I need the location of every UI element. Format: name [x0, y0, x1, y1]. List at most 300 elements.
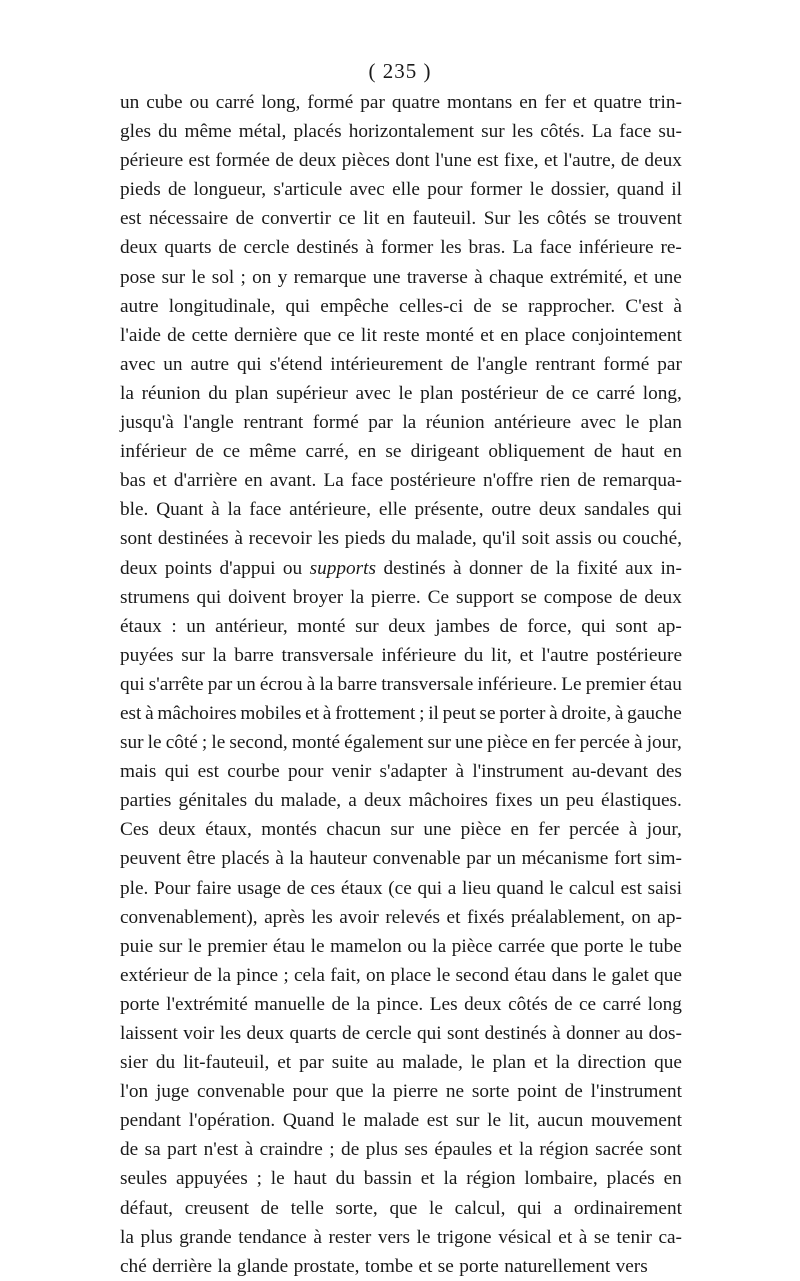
word: en: [519, 92, 538, 113]
word: convenablement),: [120, 906, 258, 928]
word: la: [519, 1139, 533, 1161]
word: ou: [407, 935, 427, 957]
word: compose: [543, 586, 613, 608]
word: plan: [420, 382, 454, 404]
word: la: [432, 935, 447, 957]
word: destinés: [296, 237, 359, 259]
word: outre: [491, 499, 532, 521]
word: dirigeant: [410, 441, 480, 463]
word: fer: [554, 732, 576, 754]
word: à: [552, 1023, 561, 1044]
word: parties: [120, 790, 172, 812]
word: de: [120, 1139, 139, 1161]
word: rapprocher.: [527, 295, 616, 317]
word: strumens: [120, 586, 190, 608]
word: destinés: [383, 557, 446, 579]
word: bras.: [468, 237, 506, 259]
word: se: [594, 208, 611, 230]
word: une: [372, 266, 401, 288]
word: l'angle: [476, 353, 528, 375]
word: le: [470, 1052, 485, 1074]
word: cela: [293, 964, 325, 986]
word: quarts: [164, 237, 212, 259]
word: de: [545, 382, 565, 404]
word: la: [120, 1226, 134, 1248]
word: sol: [211, 266, 235, 288]
word: transversale: [281, 644, 374, 666]
word: du: [335, 1168, 355, 1190]
word: une: [455, 732, 483, 754]
word: de: [530, 557, 549, 579]
text-line: [120, 1106, 682, 1135]
word: étaux,: [205, 819, 252, 841]
word: se: [593, 1226, 610, 1248]
word: convenable: [196, 1081, 285, 1103]
word: inférieure: [578, 237, 654, 259]
word: que: [654, 964, 682, 986]
word: sorte: [471, 1081, 510, 1103]
word: qu'il: [482, 528, 516, 550]
word: chaque: [488, 266, 544, 288]
word: le: [436, 964, 451, 986]
word: usage: [237, 877, 282, 899]
word: après: [264, 906, 305, 928]
word: réunion: [425, 412, 485, 434]
word: ce: [337, 324, 355, 346]
word: sur: [481, 121, 505, 143]
word: voir: [183, 1023, 215, 1044]
word: relevés: [385, 906, 440, 928]
word: en: [386, 208, 405, 230]
word: suite: [331, 1052, 369, 1074]
word: Pour: [154, 877, 191, 899]
word: la: [289, 848, 304, 870]
word: sur: [427, 732, 452, 754]
word: de: [620, 150, 640, 172]
word: vers: [377, 1226, 410, 1248]
word: sur: [120, 732, 144, 754]
text-line: [120, 495, 682, 524]
word: convenable: [372, 848, 461, 870]
word: avec: [580, 412, 616, 434]
word: un: [120, 92, 140, 113]
word: quarts: [289, 1023, 337, 1044]
word: postérieure: [390, 470, 476, 492]
word: remarque: [293, 266, 367, 288]
word: sa: [144, 1139, 161, 1161]
word: sur: [181, 644, 205, 666]
word: creusent: [184, 1197, 249, 1219]
word: fort: [614, 848, 642, 870]
word: à: [234, 528, 243, 550]
word: du: [158, 121, 178, 143]
word: et: [533, 1052, 548, 1074]
word: trigone: [437, 1226, 492, 1248]
word: le: [487, 1110, 502, 1132]
text-line: [120, 815, 682, 844]
word: pour: [288, 761, 324, 783]
word: est: [120, 702, 142, 724]
word: long,: [261, 92, 301, 113]
word: la: [371, 1081, 386, 1103]
word: glande: [236, 1255, 289, 1277]
word: qui: [285, 295, 311, 317]
word: ce: [222, 441, 241, 463]
word: courbe: [227, 761, 280, 783]
word: à: [313, 1226, 322, 1248]
word: gauche: [627, 702, 682, 724]
word: dont: [395, 150, 430, 172]
word: re-: [660, 237, 682, 259]
word: de: [218, 237, 237, 259]
text-line: [120, 1135, 682, 1164]
word: la: [212, 644, 227, 666]
word: s'arrête: [148, 673, 204, 695]
word: ses: [404, 1139, 428, 1161]
word: de: [235, 208, 254, 230]
word: la: [356, 993, 371, 1015]
word: pince.: [376, 993, 424, 1015]
word: manuelle: [254, 993, 325, 1015]
word: tendance: [238, 1226, 307, 1248]
word: calcul: [568, 877, 615, 899]
word: plan: [235, 382, 269, 404]
word: destinés: [484, 1023, 547, 1044]
word: du: [254, 790, 274, 812]
word: l'autre: [541, 644, 589, 666]
word: de: [167, 324, 186, 346]
text-line: [120, 292, 682, 321]
word: qui: [164, 761, 190, 783]
word: extérieur: [120, 964, 189, 986]
word: un: [186, 615, 206, 637]
word: place: [524, 324, 566, 346]
word: rentrant: [243, 412, 304, 434]
word: assis: [555, 528, 592, 550]
text-line: [120, 786, 682, 815]
word: cette: [191, 324, 228, 346]
word: côtés: [546, 208, 587, 230]
word: pièce: [460, 819, 502, 841]
word: intérieurement: [330, 353, 443, 375]
word: s'articule: [273, 179, 343, 201]
word: deux: [298, 150, 337, 172]
word: fixes: [494, 790, 533, 812]
word: de: [341, 1023, 361, 1044]
word: force,: [527, 615, 572, 637]
word: est: [477, 150, 499, 172]
word: supérieur: [276, 382, 348, 404]
word: soit: [521, 528, 550, 550]
word: vésical: [498, 1226, 552, 1248]
text-line: [120, 466, 682, 495]
word: donner: [469, 557, 523, 579]
word: tombe: [364, 1255, 414, 1277]
word: à: [578, 1226, 588, 1248]
word: pour: [292, 1081, 328, 1103]
word: premier: [585, 673, 646, 695]
word: en: [510, 819, 529, 841]
word: la: [120, 382, 134, 404]
word: lit,: [490, 644, 512, 666]
word: avec: [120, 353, 156, 375]
word: ou: [282, 557, 303, 579]
word: remarqua-: [602, 470, 682, 492]
text-line: [120, 1194, 682, 1223]
word: présente,: [414, 499, 484, 521]
word: in-: [660, 557, 682, 579]
word: épaules: [434, 1139, 493, 1161]
text-line: [120, 903, 682, 932]
word: et: [480, 324, 495, 346]
word: lit-fauteuil,: [183, 1052, 270, 1074]
text-line: [120, 612, 682, 641]
word: face: [539, 237, 572, 259]
word: deux: [363, 790, 402, 812]
word: deux: [644, 150, 682, 172]
word: est: [188, 150, 210, 172]
word: pince: [236, 964, 279, 986]
word: deux: [538, 499, 577, 521]
word: ap-: [657, 615, 682, 637]
word: Le: [561, 673, 582, 695]
word: jour,: [646, 732, 682, 754]
word: une: [653, 266, 682, 288]
text-line: [120, 146, 682, 175]
word: quatre: [593, 92, 642, 113]
word: d'appui: [219, 557, 276, 579]
word: carré: [596, 382, 636, 404]
word: jambes: [435, 615, 490, 637]
word: en: [358, 441, 377, 463]
word: quand: [496, 877, 544, 899]
text-line: [120, 1252, 682, 1281]
word: couché,: [622, 528, 682, 550]
word: plan: [648, 412, 682, 434]
text-line: [120, 175, 682, 204]
word: deux: [120, 557, 158, 579]
word: que: [550, 935, 579, 957]
word: cercle: [243, 237, 290, 259]
word: hauteur: [309, 848, 368, 870]
word: former: [380, 237, 434, 259]
word: Quand: [282, 1110, 335, 1132]
word: nécessaire: [148, 208, 229, 230]
word: ché: [120, 1255, 147, 1277]
word: que: [303, 324, 332, 346]
word: côtés.: [540, 121, 585, 143]
word: est: [620, 877, 643, 899]
word: s'étend: [269, 353, 323, 375]
text-line: [120, 233, 682, 262]
word: de: [286, 877, 305, 899]
word: droite,: [561, 702, 612, 724]
word: et: [558, 1226, 573, 1248]
word: grande: [179, 1226, 232, 1248]
word: dossier,: [550, 179, 610, 201]
word: à: [634, 732, 643, 754]
word: sur: [355, 615, 379, 637]
word: se: [385, 441, 402, 463]
word: frottement: [335, 702, 416, 724]
word: trin-: [648, 92, 682, 113]
word: sur: [390, 819, 414, 841]
word: lieu: [461, 877, 491, 899]
word: est: [197, 761, 220, 783]
word: tube: [648, 935, 682, 957]
word: se: [437, 1255, 454, 1277]
word: su-: [658, 121, 682, 143]
word: la: [402, 412, 417, 434]
word: (ce: [388, 877, 412, 899]
word: obliquement: [488, 441, 585, 463]
word: sur: [455, 1110, 480, 1132]
word: quand: [616, 179, 664, 201]
text-line: [120, 874, 682, 903]
word: ble.: [120, 499, 149, 521]
word: support: [456, 586, 514, 608]
word: en: [244, 470, 263, 492]
word: et: [498, 1139, 513, 1161]
word: à: [275, 848, 284, 870]
word: former: [469, 179, 523, 201]
word: de: [275, 150, 294, 172]
word: l'instrument: [590, 1081, 682, 1103]
word: face: [350, 470, 384, 492]
word: sur: [161, 266, 186, 288]
word: barre: [337, 673, 378, 695]
word: appuyées: [175, 1168, 248, 1190]
word: la: [217, 1255, 232, 1277]
word: doivent: [228, 586, 286, 608]
word: côté: [165, 732, 198, 754]
word: longitudinale,: [168, 295, 276, 317]
word: autre: [190, 353, 230, 375]
word: étau: [649, 673, 682, 695]
word: percée: [569, 819, 620, 841]
word: être: [186, 848, 216, 870]
word: reste: [383, 324, 420, 346]
word: cercle: [365, 1023, 412, 1044]
word: au: [376, 1052, 395, 1074]
word: vers: [615, 1255, 648, 1277]
word: dans: [551, 964, 588, 986]
word: par: [368, 412, 393, 434]
word: la: [555, 1052, 570, 1074]
word: les: [317, 528, 339, 550]
word: de: [450, 353, 469, 375]
word: à: [549, 702, 558, 724]
word: qui: [417, 1023, 442, 1044]
word: pieds: [120, 179, 161, 201]
word: ces: [310, 877, 336, 899]
word: lit: [360, 324, 377, 346]
word: métal,: [238, 121, 287, 143]
word: défaut,: [120, 1197, 173, 1219]
text-line: [120, 350, 682, 379]
word: point: [517, 1081, 557, 1103]
word: ;: [283, 964, 289, 986]
text-line: [120, 583, 682, 612]
word: le: [147, 732, 162, 754]
word: sier: [120, 1052, 148, 1074]
word: postérieure: [596, 644, 682, 666]
word: :: [171, 615, 177, 637]
word: la: [217, 964, 232, 986]
word: de: [564, 1081, 583, 1103]
word: et: [519, 644, 534, 666]
word: réunion: [141, 382, 201, 404]
word: lit,: [508, 1110, 530, 1132]
word: à: [322, 702, 332, 724]
word: Sur: [483, 208, 511, 230]
text-line: [120, 321, 682, 350]
word: que: [335, 1081, 364, 1103]
word: ou: [597, 528, 617, 550]
word: avec: [349, 179, 385, 201]
word: du: [208, 382, 228, 404]
word: du: [391, 528, 411, 550]
word: à: [306, 673, 316, 695]
word: se: [479, 702, 496, 724]
word: carré: [602, 993, 642, 1015]
word: long,: [642, 382, 682, 404]
word: et: [420, 1168, 435, 1190]
word: porte: [120, 993, 160, 1015]
word: monté: [425, 324, 474, 346]
word: transversale: [381, 673, 474, 695]
word: antérieur,: [215, 615, 288, 637]
word: que: [654, 1052, 682, 1074]
word: qui: [237, 353, 262, 375]
word: sacrée: [595, 1139, 644, 1161]
word: au: [625, 1023, 644, 1044]
word: recevoir: [248, 528, 312, 550]
word: percée: [579, 732, 630, 754]
word: malade,: [402, 1052, 463, 1074]
word: les: [219, 1023, 242, 1044]
word: haut: [621, 441, 655, 463]
word: un: [236, 673, 256, 695]
word: calcul,: [454, 1197, 506, 1219]
word: ce: [578, 993, 597, 1015]
word: fixité: [577, 557, 618, 579]
word: avoir: [339, 906, 379, 928]
word: gles: [120, 121, 152, 143]
word: plus: [365, 1139, 398, 1161]
word: que: [389, 1197, 418, 1219]
word: étaux: [340, 877, 383, 899]
word: quatre: [391, 92, 441, 113]
word: du: [463, 644, 484, 666]
word: du: [155, 1052, 176, 1074]
word: fait,: [330, 964, 361, 986]
word: sandales: [584, 499, 650, 521]
word: porte: [584, 935, 624, 957]
text-line: [120, 728, 682, 757]
word: à: [145, 702, 154, 724]
word: deux: [644, 586, 682, 608]
word: porter: [499, 702, 546, 724]
word: chacun: [326, 819, 381, 841]
word: le: [592, 964, 607, 986]
word: mâchoires: [408, 790, 488, 812]
word: sorte,: [335, 1197, 378, 1219]
word: ne: [445, 1081, 465, 1103]
word: par: [207, 673, 233, 695]
word: ;: [419, 702, 425, 724]
word: et: [418, 1255, 433, 1277]
